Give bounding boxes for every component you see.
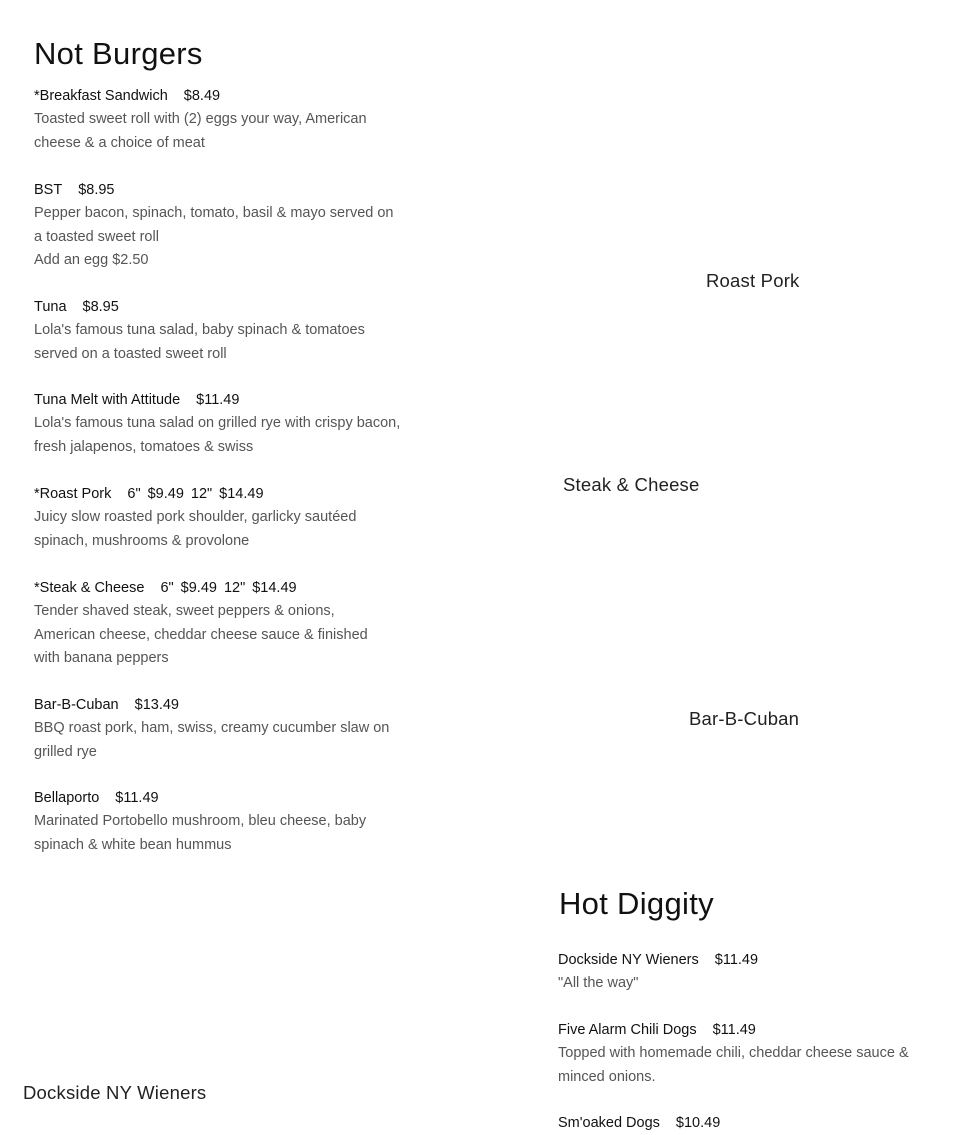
item-description-line: Topped with homemade chili, cheddar cheese sauce & — [558, 1045, 909, 1061]
item-name: Dockside NY Wieners — [558, 952, 699, 968]
menu-item-five-alarm-chili-dogs — [558, 1019, 958, 1089]
item-description-line: Pepper bacon, spinach, tomato, basil & mayo served on — [34, 205, 394, 221]
item-name: Five Alarm Chili Dogs — [558, 1022, 697, 1038]
item-price: $11.49 — [712, 1022, 756, 1038]
item-description-line: minced onions. — [558, 1068, 656, 1085]
menu-item-smoaked-dogs — [558, 1112, 948, 1135]
item-name: Bellaporto — [34, 790, 100, 806]
item-price: $10.49 — [675, 1115, 721, 1131]
item-price: $11.49 — [714, 952, 759, 968]
item-price-large: $14.49 — [252, 580, 297, 596]
item-name: Tuna — [34, 299, 67, 315]
item-size-large: 12" — [223, 580, 246, 596]
item-name: *Steak & Cheese — [34, 580, 145, 596]
menu-item-bst — [34, 179, 434, 273]
menu-item-steak-cheese — [34, 577, 434, 671]
item-name: *Roast Pork — [34, 486, 112, 502]
item-description-line: Lola's famous tuna salad, baby spinach & tomatoes — [34, 322, 365, 338]
item-price: $11.49 — [196, 392, 240, 408]
section-title-hot-diggity: Hot Diggity — [559, 886, 714, 921]
item-price: $8.95 — [82, 299, 119, 315]
item-price: $13.49 — [134, 697, 179, 713]
item-description-line: with banana peppers — [34, 650, 169, 666]
item-size-large: 12" — [190, 486, 213, 502]
item-description-line: fresh jalapenos, tomatoes & swiss — [34, 438, 254, 455]
item-description-line: American cheese, cheddar cheese sauce & finished — [34, 626, 368, 643]
item-name: Bar-B-Cuban — [34, 697, 119, 713]
menu-item-bellaporto — [34, 787, 434, 857]
menu-item-dockside-wieners — [558, 949, 948, 996]
item-description-line: BBQ roast pork, ham, swiss, creamy cucumber slaw on — [34, 720, 390, 736]
item-description-line: grilled rye — [34, 743, 97, 760]
item-description-line: Juicy slow roasted pork shoulder, garlicky sautéed — [34, 509, 357, 525]
item-description-line: Toasted sweet roll with (2) eggs your way, American — [34, 111, 367, 127]
item-addon-note: Add an egg $2.50 — [34, 252, 149, 268]
item-description-line: spinach & white bean hummus — [34, 836, 232, 853]
item-description-line: served on a toasted sweet roll — [34, 345, 227, 362]
menu-item-tuna — [34, 296, 434, 366]
image-caption-roast-pork[interactable]: Roast Pork — [706, 270, 800, 291]
item-price-small: $9.49 — [147, 486, 184, 502]
item-description-line: cheese & a choice of meat — [34, 134, 205, 151]
item-description-line: "All the way" — [558, 975, 639, 991]
image-caption-steak-cheese[interactable]: Steak & Cheese — [563, 474, 700, 495]
item-description-line: Tender shaved steak, sweet peppers & onions, — [34, 603, 335, 619]
item-price-large: $14.49 — [219, 486, 264, 502]
item-price: $11.49 — [115, 790, 159, 806]
item-price: $8.49 — [183, 88, 221, 104]
menu-item-tuna-melt — [34, 389, 434, 459]
item-price-small: $9.49 — [180, 580, 217, 596]
item-size-small: 6" — [160, 580, 174, 596]
item-name: *Breakfast Sandwich — [34, 88, 168, 104]
item-description-line: Lola's famous tuna salad on grilled rye with crispy bacon, — [34, 415, 401, 431]
item-name: Tuna Melt with Attitude — [34, 392, 181, 408]
image-caption-dockside-wieners[interactable]: Dockside NY Wieners — [23, 1082, 207, 1103]
section-title-not-burgers: Not Burgers — [34, 36, 203, 71]
menu-item-bar-b-cuban — [34, 694, 434, 764]
item-name: Sm'oaked Dogs — [558, 1115, 660, 1131]
image-caption-bar-b-cuban[interactable]: Bar-B-Cuban — [689, 708, 800, 729]
menu-item-breakfast-sandwich — [34, 85, 434, 155]
menu-item-roast-pork — [34, 483, 434, 553]
item-price: $8.95 — [78, 182, 115, 198]
item-description-line: spinach, mushrooms & provolone — [34, 532, 250, 549]
item-size-small: 6" — [127, 486, 141, 502]
item-description-line: a toasted sweet roll — [34, 228, 159, 245]
item-description-line: Marinated Portobello mushroom, bleu cheese, baby — [34, 813, 367, 829]
item-name: BST — [34, 182, 63, 198]
